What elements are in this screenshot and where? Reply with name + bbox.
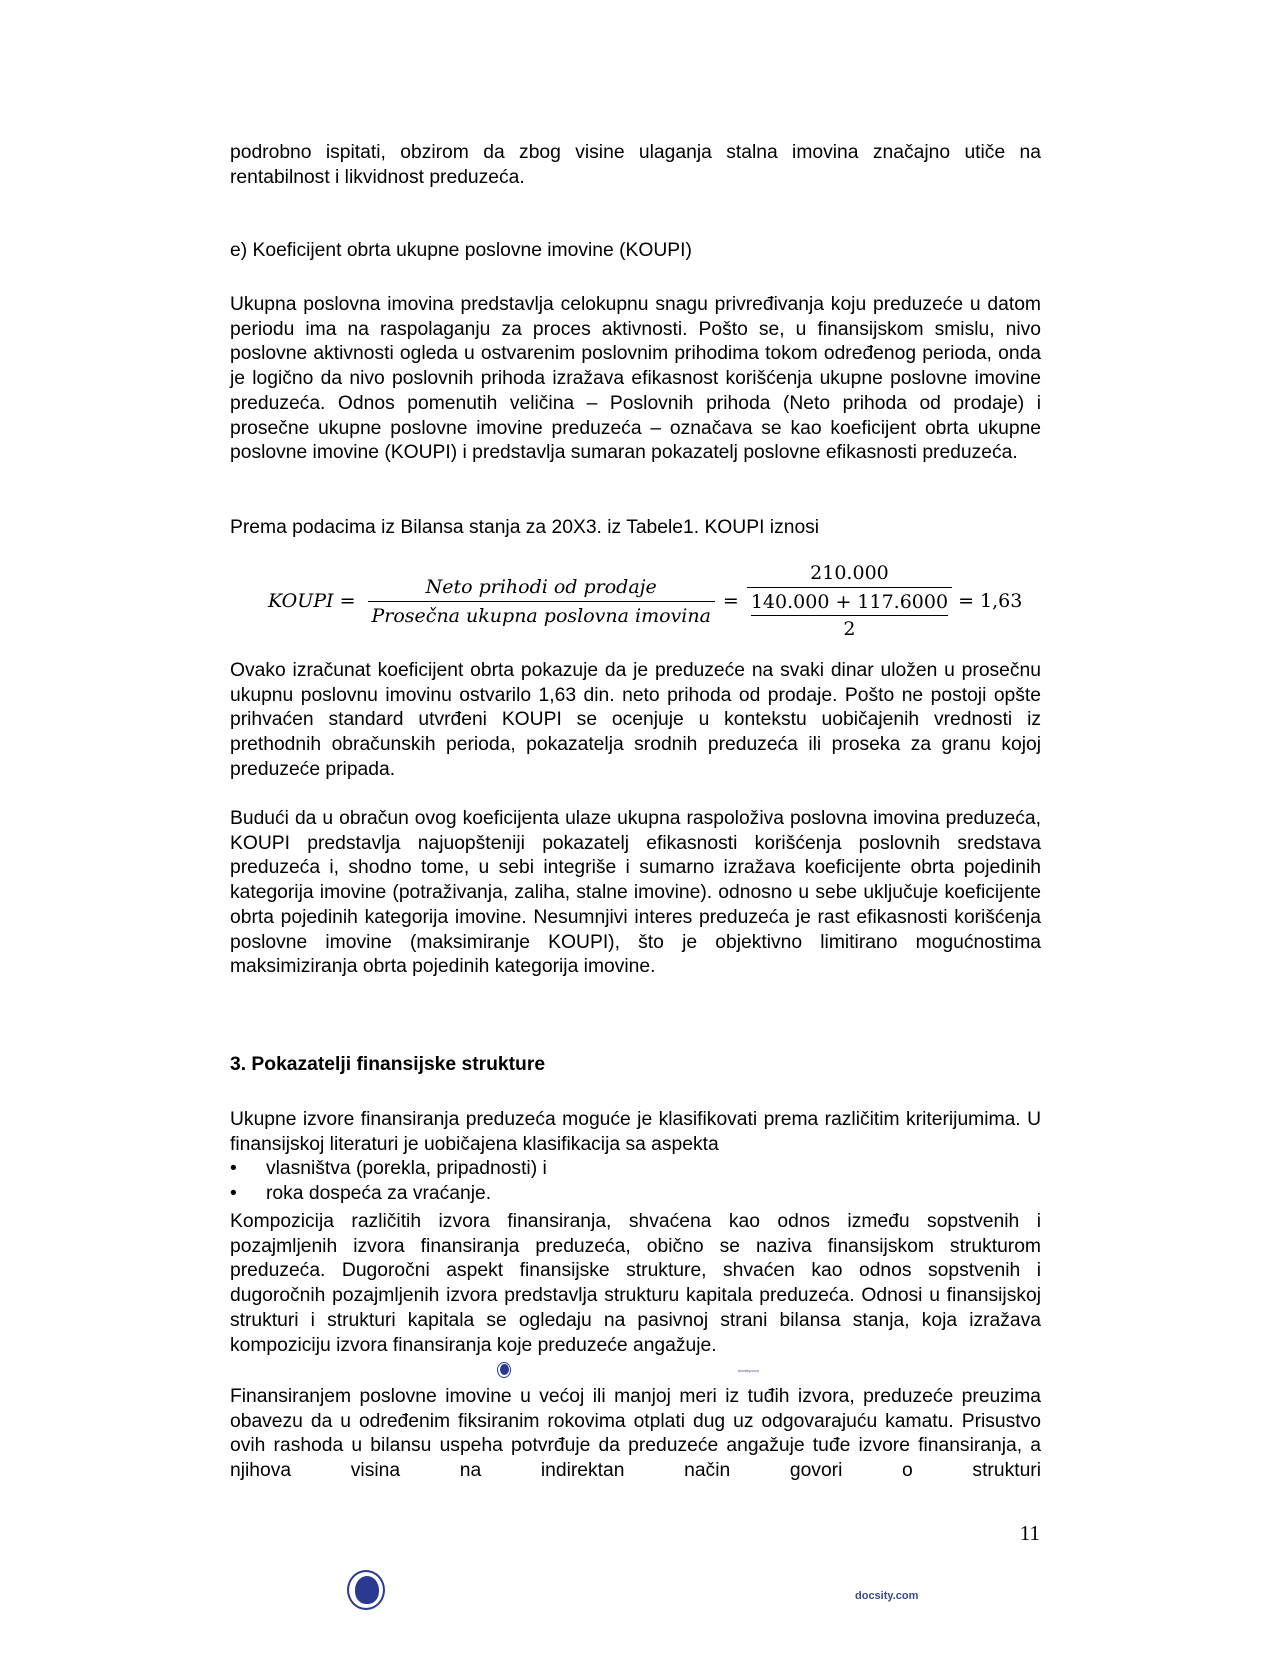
bullet-text: vlasništva (porekla, pripadnosti) i (266, 1158, 547, 1179)
page-number: 11 (1019, 1521, 1040, 1545)
formula-denominator: Prosečna ukupna poslovna imovina (368, 601, 715, 627)
paragraph-sources: Ukupne izvore finansiranja preduzeća moguće je klasifikovati prema različitim kriterijumima. U finansijskoj literaturi je uobičajena klasifikacija sa aspekta (230, 1109, 1041, 1155)
koupi-formula (268, 562, 1022, 640)
formula-value-denominator (747, 587, 952, 640)
docsity-small-watermark: docsity.com (738, 1368, 759, 1373)
paragraph-financing: Finansiranjem poslovne imovine u većoj ili manjoj meri iz tuđih izvora, preduzeće preuzima obavezu da u određenim fiksiranim rokovima otplati dug uz odgovarajuću kamatu. Prisustvo ovih rashoda u bilansu uspeha potvrđuje da preduzeće angažuje tuđe izvore finansiranja, a njihova visina na indirektan način govori o strukturi (230, 1386, 1041, 1482)
bullet-item: • vlasništva (porekla, pripadnosti) i (230, 1158, 547, 1179)
formula-equals-2: = (722, 590, 739, 612)
bullet-item: • roka dospeća za vraćanje. (230, 1183, 492, 1204)
intro-paragraph: podrobno ispitati, obzirom da zbog visine ulaganja stalna imovina značajno utiče na rentabilnost i likvidnost preduzeća. (230, 142, 1041, 188)
formula-numerator: Neto prihodi od prodaje (425, 575, 657, 598)
docsity-logo-icon (347, 1570, 385, 1610)
bullet-text: roka dospeća za vraćanje. (266, 1183, 492, 1204)
paragraph-interpretation: Ovako izračunat koeficijent obrta pokazuje da je preduzeće na svaki dinar uložen u prosečnu ukupnu poslovnu imovinu ostvarilo 1,63 din. neto prihoda od prodaje. Pošto ne postoji opšte prihvaćen standard utvrđeni KOUPI se ocenjuje u kontekstu uobičajenih vrednosti iz prethodnih obračunskih perioda, pokazatelja srodnih preduzeća ili proseka za granu kojoj preduzeće pripada. (230, 660, 1041, 780)
section-heading-3: 3. Pokazatelji finansijske strukture (230, 1054, 546, 1075)
formula-fraction-values (747, 562, 952, 640)
paragraph-koupi-scope: Budući da u obračun ovog koeficijenta ulaze ukupna raspoloživa poslovna imovina preduzeća, KOUPI predstavlja najuopšteniji pokazatelj efikasnosti korišćenja poslovnih sredstava preduzeća i, shodno tome, u sebi integriše i sumarno izražava koeficijente obrta pojedinih kategorija imovine (potraživanja, zaliha, stalne imovine). odnosno u sebe uključuje koeficijente obrta pojedinih kategorija imovine. Nesumnjivi interes preduzeća je rast efikasnosti korišćenja poslovne imovine (maksimiranje KOUPI), što je objektivno limitirano mogućnostima maksimiziranja obrta pojedinih kategorija imovine. (230, 808, 1041, 978)
paragraph-koupi-definition: Ukupna poslovna imovina predstavlja celokupnu snagu privređivanja koju preduzeće u datom periodu ima na raspolaganju za proces aktivnosti. Pošto se, u finansijskom smislu, nivo poslovne aktivnosti ogleda u ostvarenim poslovnim prihodima tokom određenog perioda, onda je logično da nivo poslovnih prihoda izražava efikasnost korišćenja ukupne poslovne imovine preduzeća. Odnos pomenutih veličina – Poslovnih prihoda (Neto prihoda od prodaje) i prosečne ukupne poslovne imovine preduzeća – označava se kao koeficijent obrta ukupne poslovne imovine (KOUPI) i predstavlja sumaran pokazatelj poslovne efikasnosti preduzeća. (230, 294, 1041, 464)
formula-divisor: 2 (751, 615, 948, 640)
docsity-watermark-link[interactable]: docsity.com (855, 1590, 919, 1602)
formula-value-numerator: 210.000 (810, 562, 889, 584)
formula-equals: = (339, 590, 356, 612)
paragraph-composition: Kompozicija različitih izvora finansiranja, shvaćena kao odnos između sopstvenih i pozajmljenih izvora finansiranja preduzeća, obično se naziva finansijskom strukturom preduzeća. Dugoročni aspekt finansijske strukture, shvaćen kao odnos sopstvenih i dugoročnih pozajmljenih izvora predstavlja strukturu kapitala preduzeća. Odnosi u finansijskoj strukturi i strukturi kapitala se ogledaju na pasivnoj strani bilansa stanja, koja izražava kompoziciju izvora finansiranja koje preduzeće angažuje. (230, 1211, 1041, 1356)
formula-result: = 1,63 (958, 590, 1023, 612)
formula-lhs: KOUPI (268, 590, 334, 612)
docsity-small-logo-icon (497, 1362, 511, 1378)
paragraph-koupi-data: Prema podacima iz Bilansa stanja za 20X3. iz Tabele1. KOUPI iznosi (230, 517, 820, 538)
formula-sum: 140.000 + 117.6000 (750, 591, 949, 613)
section-heading-e: e) Koeficijent obrta ukupne poslovne imovine (KOUPI) (230, 240, 692, 261)
formula-fraction-words (368, 576, 715, 627)
